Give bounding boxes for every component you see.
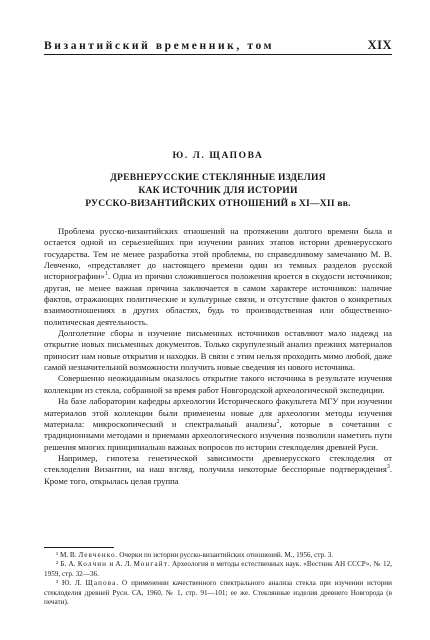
article-title <box>44 171 392 210</box>
footnote-2-joiner: и А. Л. <box>107 560 134 569</box>
paragraph-1-text-a: Проблема русско-византийских отношений на протяжении долгого времени была и остается одной из серьезнейших при изучении ранних этапов истории древнерусского государства. Тем не менее разработка этой проблемы, по справедливому замечанию М. В. Левченко, «представляет до настоящего времени один из темных разделов русской историографии» <box>44 226 392 282</box>
footnote-1 <box>44 551 392 560</box>
paragraph-4 <box>44 396 392 453</box>
footnote-3-author: Щапова <box>85 579 117 588</box>
paragraph-2: Долголетние сборы и изучение письменных источников оставляют мало надежд на открытие новых письменных документов. Только скрупулезный анализ прежних материалов приносит нам новые открытия и находки. В связи с этим нельзя проходить мимо любой, даже самой незначительной возможности получить новые сведения из нового источника. <box>44 328 392 373</box>
footnote-1-text: . Очерки по истории русско-византийских отношений. М., 1956, стр. 3. <box>115 551 334 559</box>
header-rule <box>44 54 392 55</box>
paragraph-5-text-a: Например, гипотеза генетической зависимости древнерусского стеклоделия от стеклоделия Византии, на наш взгляд, получила некоторые бесспорные подтверждения <box>44 452 392 475</box>
article-author: Ю. Л. ЩАПОВА <box>172 151 264 161</box>
footnote-2-author-1: Колчин <box>77 560 108 569</box>
footnote-3-prefix: ³ Ю. Л. <box>56 579 86 588</box>
title-line-3: РУССКО-ВИЗАНТИЙСКИХ ОТНОШЕНИЙ в XI—XII вв. <box>85 198 351 209</box>
footnotes <box>44 551 392 607</box>
footnote-1-prefix: ¹ М. В. <box>56 551 79 559</box>
paragraph-3: Совершенно неожиданным оказалось открытие такого источника в результате изучения коллекции из стекла, собранной за время работ Новгородской археологической экспедиции. <box>44 373 392 395</box>
footnote-1-author: Левченко <box>78 551 116 559</box>
paragraph-1-text-b: . Одна из причин сложившегося положения кроется в скудости источников; другая, не менее важная причина заключается в самом характере источников: наличие фактов, отражающих политические и культурные связи, и отсутствие фактов о конкретных взаимоотношениях в других областях, будь то производственная или общественно-политическая деятельность. <box>44 271 392 327</box>
paragraph-5-text-b: . Кроме того, открылась целая группа <box>44 464 392 486</box>
footnote-2-author-2: Монгайт <box>133 560 168 569</box>
paragraph-1 <box>44 226 392 328</box>
paragraph-4-text-b: , которые в сочетании с традиционными методами и приемами археологического изучения позволили наметить пути решения многих принципиально важных вопросов по истории стеклоделия древней Руси. <box>44 418 392 452</box>
footnote-2-text: . Археология и методы естественных наук. «Вестник АН СССР», № 12, 1959, стр. 32—36. <box>44 560 392 578</box>
paragraph-5 <box>44 453 392 487</box>
footnote-3 <box>44 579 392 607</box>
paragraph-4-text-a: На базе лаборатории кафедры археологии Исторического факультета МГУ при изучении материалов этой коллекции были применены новые для археологии методы изучения материала: микроскопический и спектральный анализы <box>44 396 392 429</box>
running-title: Византийский временник, том <box>44 40 275 52</box>
footnote-mark-1: 1 <box>104 271 108 278</box>
article-body <box>44 226 392 487</box>
title-line-1: ДРЕВНЕРУССКИЕ СТЕКЛЯННЫЕ ИЗДЕЛИЯ <box>110 172 326 183</box>
footnote-mark-3: 3 <box>386 464 390 471</box>
title-line-2: КАК ИСТОЧНИК ДЛЯ ИСТОРИИ <box>138 185 298 196</box>
footnote-rule <box>44 547 114 548</box>
footnote-2 <box>44 560 392 579</box>
footnote-2-prefix: ² Б. А. <box>56 560 78 569</box>
footnote-3-text: . О применении качественного спектрального анализа стекла при изучении истории стеклоделия древней Руси. СА, 1960, № 1, стр. 91—101; ее же. Стеклянные изделия древнего Новгорода (в печати). <box>44 579 393 607</box>
volume-number: XIX <box>367 38 392 52</box>
running-head <box>44 38 392 53</box>
footnote-mark-2: 2 <box>276 418 280 425</box>
